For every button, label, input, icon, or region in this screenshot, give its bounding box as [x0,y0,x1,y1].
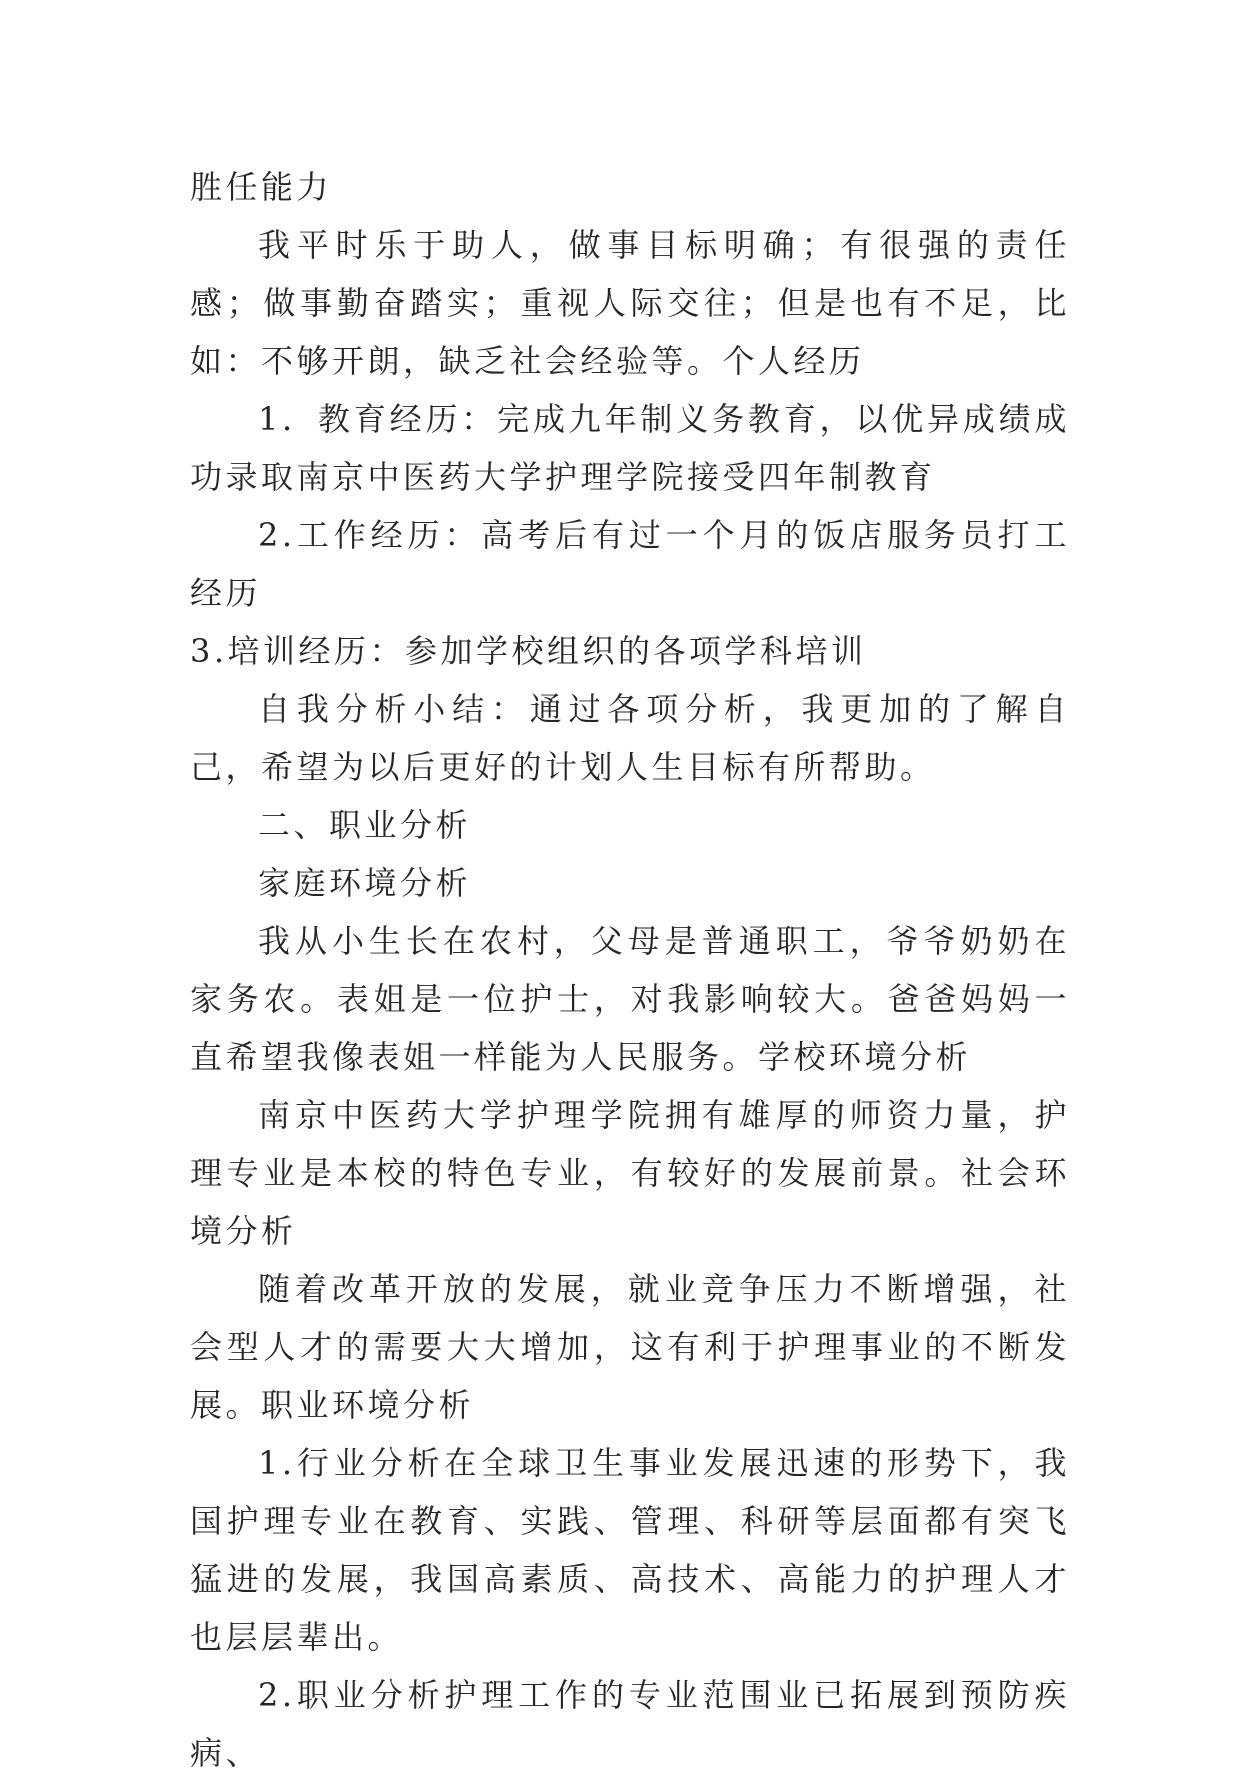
paragraph-self-summary: 自我分析小结：通过各项分析，我更加的了解自己，希望为以后更好的计划人生目标有所帮助。 [190,690,1070,786]
paragraph-family: 我从小生长在农村，父母是普通职工，爷爷奶奶在家务农。表姐是一位护士，对我影响较大。爸爸妈妈一直希望我像表姐一样能为人民服务。学校环境分析 [190,922,1070,1076]
section-heading-career-analysis: 二、职业分析 [258,806,472,844]
paragraph-occupation: 2.职业分析护理工作的专业范围业已拓展到预防疾病、 [190,1676,1070,1772]
paragraph-training: 3.培训经历：参加学校组织的各项学科培训 [190,632,867,670]
paragraph-industry: 1.行业分析在全球卫生事业发展迅速的形势下，我国护理专业在教育、实践、管理、科研等层面都有突飞猛进的发展，我国高素质、高技术、高能力的护理人才也层层辈出。 [190,1444,1070,1656]
paragraph-competence-heading: 胜任能力 [190,168,333,206]
paragraph-work-experience: 2.工作经历：高考后有过一个月的饭店服务员打工经历 [190,516,1070,612]
paragraph-school: 南京中医药大学护理学院拥有雄厚的师资力量，护理专业是本校的特色专业，有较好的发展前景。社会环境分析 [190,1096,1070,1250]
paragraph-society: 随着改革开放的发展，就业竞争压力不断增强，社会型人才的需要大大增加，这有利于护理事业的不断发展。职业环境分析 [190,1270,1070,1424]
document-body [190,158,1070,1782]
paragraph-personality: 我平时乐于助人，做事目标明确；有很强的责任感；做事勤奋踏实；重视人际交往；但是也有不足，比如：不够开朗，缺乏社会经验等。个人经历 [190,226,1070,380]
subheading-family-environment: 家庭环境分析 [258,864,472,902]
paragraph-education: 1．教育经历：完成九年制义务教育，以优异成绩成功录取南京中医药大学护理学院接受四年制教育 [190,400,1070,496]
